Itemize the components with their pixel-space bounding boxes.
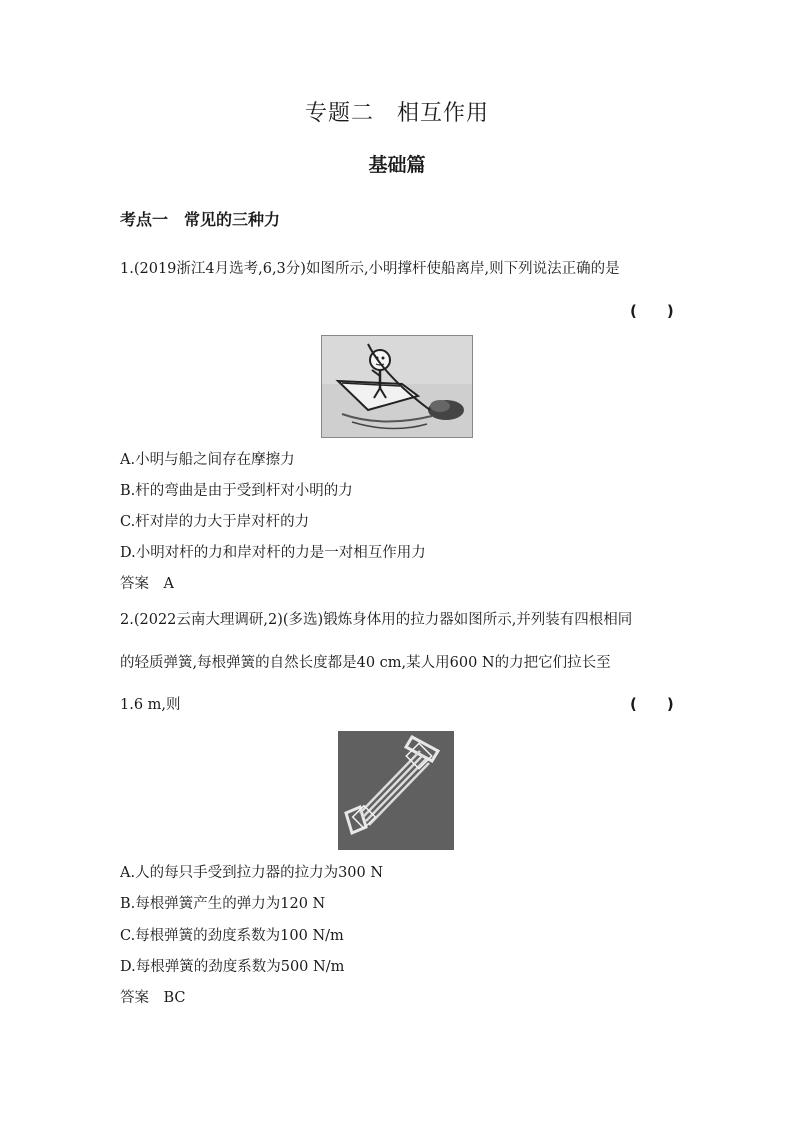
page-title: 专题二 相互作用 [304,101,489,126]
q1-stem: 1.(2019浙江4月选考,6,3分)如图所示,小明撑杆使船离岸,则下列说法正确的是 [120,261,620,277]
q1-option-c: C.杆对岸的力大于岸对杆的力 [120,514,310,530]
q2-stem-line3: 1.6 m,则 [120,697,181,713]
q2-stem-line2: 的轻质弹簧,每根弹簧的自然长度都是40 cm,某人用600 N的力把它们拉长至 [120,655,611,671]
q1-option-d: D.小明对杆的力和岸对杆的力是一对相互作用力 [120,545,426,561]
q2-answer: 答案 BC [120,990,186,1006]
q1-option-b: B.杆的弯曲是由于受到杆对小明的力 [120,483,353,499]
q1-answer-bracket: ( ) [630,302,674,320]
section-heading: 考点一 常见的三种力 [120,210,281,229]
q2-option-a: A.人的每只手受到拉力器的拉力为300 N [120,865,384,881]
q1-option-a: A.小明与船之间存在摩擦力 [120,452,295,468]
q2-stem-line1: 2.(2022云南大理调研,2)(多选)锻炼身体用的拉力器如图所示,并列装有四根相同 [120,612,633,628]
q2-answer-bracket: ( ) [630,695,674,713]
q1-boat-figure [321,335,473,438]
q2-spring-exerciser-figure [338,731,454,850]
page-subtitle: 基础篇 [368,154,426,176]
q2-option-b: B.每根弹簧产生的弹力为120 N [120,896,326,912]
q1-answer: 答案 A [120,576,174,592]
q2-option-c: C.每根弹簧的劲度系数为100 N/m [120,928,344,944]
q2-option-d: D.每根弹簧的劲度系数为500 N/m [120,959,345,975]
